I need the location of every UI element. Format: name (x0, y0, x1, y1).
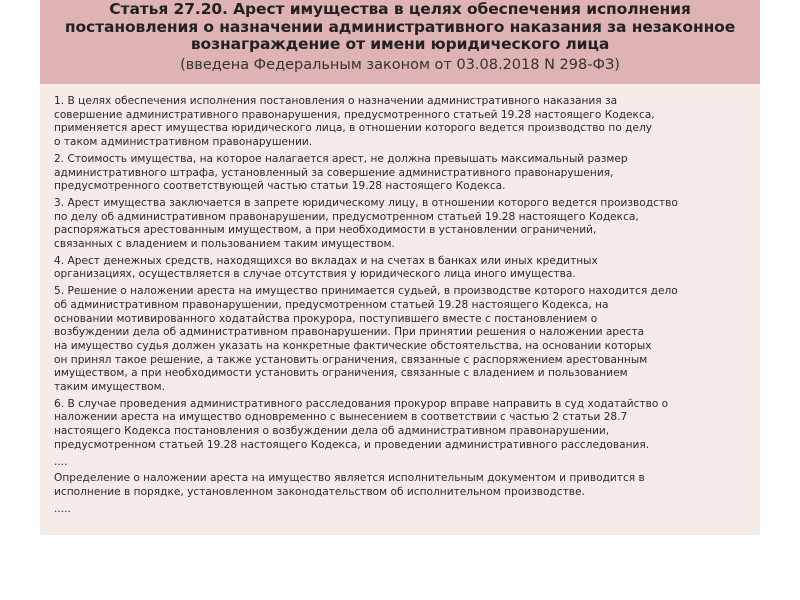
ellipsis-marker: .... (54, 455, 68, 468)
paragraph-line: 6. В случае проведения административного расследования прокурор вправе направить в суд ходатайство о (54, 397, 669, 410)
note-line: Определение о наложении ареста на имущество является исполнительным документом и приводится в (54, 472, 645, 485)
paragraph-5 (48, 285, 754, 395)
paragraph-line: применяется арест имущества юридического лица, в отношении которого ведется производство по делу (54, 122, 653, 135)
paragraph-line: 5. Решение о наложении ареста на имущество принимается судьей, в производстве которого находится дело (54, 285, 678, 298)
paragraph-line: 3. Арест имущества заключается в запрете юридическому лицу, в отношении которого ведется производство (54, 196, 678, 209)
paragraph-line: связанных с владением и пользованием таким имуществом. (54, 238, 395, 251)
paragraph-line: 4. Арест денежных средств, находящихся во вкладах и на счетах в банках или иных кредитных (54, 254, 598, 267)
paragraph-4 (48, 255, 754, 282)
paragraph-line: на имущество судья должен указать на конкретные фактические обстоятельства, на основании которых (54, 339, 652, 352)
article-title (40, 1, 760, 54)
paragraph-line: он принял такое решение, а также установить ограничения, связанные с распоряжением арестованным (54, 353, 648, 366)
paragraph-line: о таком административном правонарушении. (54, 136, 313, 149)
paragraph-line: 2. Стоимость имущества, на которое налагается арест, не должна превышать максимальный размер (54, 152, 628, 165)
article-body (48, 95, 754, 519)
note-line: исполнение в порядке, установленном законодательством об исполнительном производстве. (54, 485, 585, 498)
paragraph-line: организациях, осуществляется в случае отсутствия у юридического лица иного имущества. (54, 268, 576, 281)
article-title-line: вознаграждение от имени юридического лица (190, 35, 610, 53)
paragraph-2 (48, 153, 754, 194)
paragraph-line: возбуждении дела об административном правонарушении. При принятии решения о наложении ареста (54, 326, 645, 339)
slide (40, 0, 760, 535)
article-title-line: постановления о назначении административного наказания за незаконное (64, 17, 736, 36)
paragraph-line: основании мотивированного ходатайства прокурора, поступившего вместе с постановлением о (54, 312, 598, 325)
paragraph-line: настоящего Кодекса постановления о возбуждении дела об административном правонарушении, (54, 425, 610, 438)
paragraph-1 (48, 95, 754, 150)
article-subtitle: (введена Федеральным законом от 03.08.2018 N 298-ФЗ) (180, 57, 620, 73)
title-banner (40, 0, 760, 84)
paragraph-line: наложении ареста на имущество одновременно с вынесением в соответствии с частью 2 статьи 28.7 (54, 411, 628, 424)
paragraph-line: предусмотренном статьей 19.28 настоящего Кодекса, и проведении административного расследования. (54, 438, 650, 451)
ellipsis-marker: ..... (54, 502, 71, 515)
paragraph-line: совершение административного правонарушения, предусмотренного статьей 19.28 настоящего Кодекса, (54, 108, 655, 121)
paragraph-line: по делу об административном правонарушении, предусмотренном статьей 19.28 настоящего Кодекса, (54, 210, 639, 223)
paragraph-line: имуществом, а при необходимости установить ограничения, связанные с владением и пользованием (54, 367, 628, 380)
article-title-line: Статья 27.20. Арест имущества в целях обеспечения исполнения (109, 0, 691, 18)
paragraph-line: распоряжаться арестованным имуществом, а при необходимости в установлении ограничений, (54, 224, 597, 237)
paragraph-line: предусмотренного соответствующей частью статьи 19.28 настоящего Кодекса. (54, 180, 506, 193)
enforcement-note (48, 472, 754, 499)
paragraph-3 (48, 197, 754, 252)
paragraph-line: административного штрафа, установленный за совершение административного правонарушения, (54, 166, 614, 179)
paragraph-line: об административном правонарушении, предусмотренном статьей 19.28 настоящего Кодекса, на (54, 298, 609, 311)
paragraph-line: таким имуществом. (54, 381, 166, 394)
paragraph-6 (48, 398, 754, 453)
paragraph-line: 1. В целях обеспечения исполнения постановления о назначении административного наказания за (54, 95, 618, 107)
